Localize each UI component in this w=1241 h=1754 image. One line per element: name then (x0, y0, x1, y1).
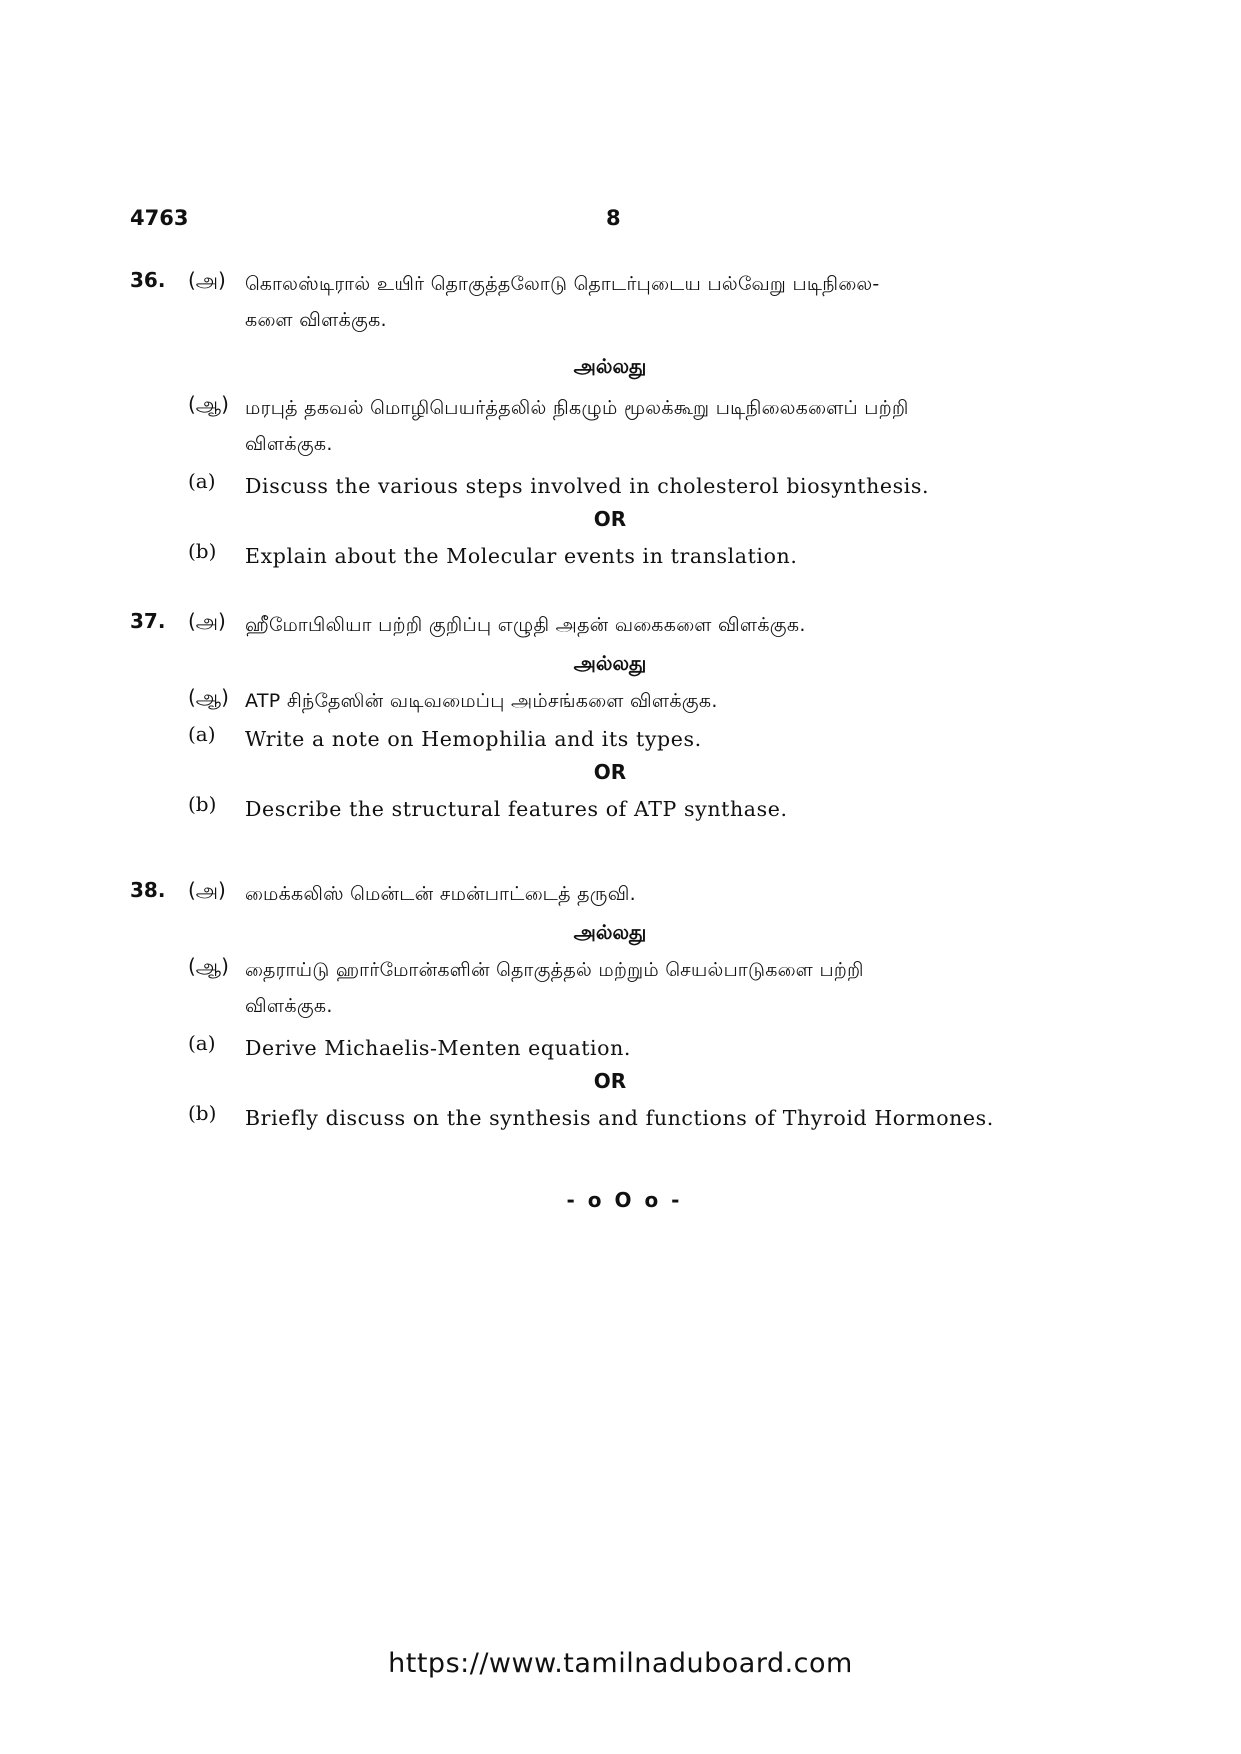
or-divider: OR (593, 760, 627, 784)
question-ta-b (130, 952, 1060, 988)
footer-website-url: https://www.tamilnaduboard.com (388, 1648, 853, 1679)
page-number: 8 (606, 206, 621, 230)
option-mark: (a) (188, 469, 216, 493)
question-en-b (130, 1098, 1060, 1134)
option-text: மரபுத் தகவல் மொழிபெயர்த்தலில் நிகழும் மூலக்கூறு படிநிலைகளைப் பற்றி (245, 397, 909, 419)
question-en-a (130, 466, 1060, 502)
option-mark: (அ) (188, 609, 226, 633)
option-text: Explain about the Molecular events in translation. (245, 544, 798, 568)
option-text: தைராய்டு ஹார்மோன்களின் தொகுத்தல் மற்றும் செயல்பாடுகளை பற்றி (245, 959, 864, 981)
question-ta-a (130, 266, 1060, 302)
or-divider-tamil: அல்லது (573, 920, 647, 944)
question-ta-a (130, 876, 1060, 912)
option-mark: (b) (188, 792, 217, 816)
option-mark: (a) (188, 722, 216, 746)
option-text: களை விளக்குக. (245, 309, 387, 331)
question-en-b (130, 789, 1060, 825)
or-divider: OR (593, 1069, 627, 1093)
question-number: 38. (130, 878, 166, 902)
question-number: 36. (130, 268, 166, 292)
option-mark: (b) (188, 1101, 217, 1125)
option-text: Describe the structural features of ATP synthase. (245, 797, 788, 821)
or-divider-tamil: அல்லது (573, 651, 647, 675)
question-ta-a (130, 607, 1060, 643)
or-divider-tamil: அல்லது (573, 354, 647, 378)
option-mark: (b) (188, 539, 217, 563)
question-37 (130, 607, 1060, 825)
question-ta-b (130, 390, 1060, 426)
option-text: Write a note on Hemophilia and its types. (245, 727, 702, 751)
question-36 (130, 266, 1060, 572)
option-text: கொலஸ்டிரால் உயிர் தொகுத்தலோடு தொடர்புடைய பல்வேறு படிநிலை- (245, 273, 880, 295)
option-mark: (அ) (188, 878, 226, 902)
option-text: விளக்குக. (245, 433, 333, 455)
question-ta-b-continued (130, 988, 1060, 1024)
question-ta-b (130, 683, 1060, 719)
option-mark: (a) (188, 1031, 216, 1055)
option-text: Discuss the various steps involved in cholesterol biosynthesis. (245, 474, 930, 498)
end-of-paper-mark: - o O o - (566, 1188, 683, 1212)
option-mark: (அ) (188, 268, 226, 292)
option-mark: (ஆ) (188, 685, 229, 709)
page-header (130, 206, 1060, 236)
question-en-a (130, 719, 1060, 755)
option-text: ஹீமோபிலியா பற்றி குறிப்பு எழுதி அதன் வகைகளை விளக்குக. (245, 614, 806, 636)
paper-code: 4763 (130, 206, 189, 230)
option-text: Derive Michaelis-Menten equation. (245, 1036, 632, 1060)
or-divider: OR (593, 507, 627, 531)
question-ta-a-continued (130, 302, 1060, 338)
question-38 (130, 876, 1060, 1134)
question-number: 37. (130, 609, 166, 633)
option-text: ATP சிந்தேஸின் வடிவமைப்பு அம்சங்களை விளக்குக. (245, 690, 718, 712)
option-text: மைக்கலிஸ் மென்டன் சமன்பாட்டைத் தருவி. (245, 883, 636, 905)
option-text: விளக்குக. (245, 995, 333, 1017)
question-en-a (130, 1028, 1060, 1064)
question-ta-b-continued (130, 426, 1060, 462)
question-en-b (130, 536, 1060, 572)
option-mark: (ஆ) (188, 954, 229, 978)
option-mark: (ஆ) (188, 392, 229, 416)
option-text: Briefly discuss on the synthesis and functions of Thyroid Hormones. (245, 1106, 994, 1130)
